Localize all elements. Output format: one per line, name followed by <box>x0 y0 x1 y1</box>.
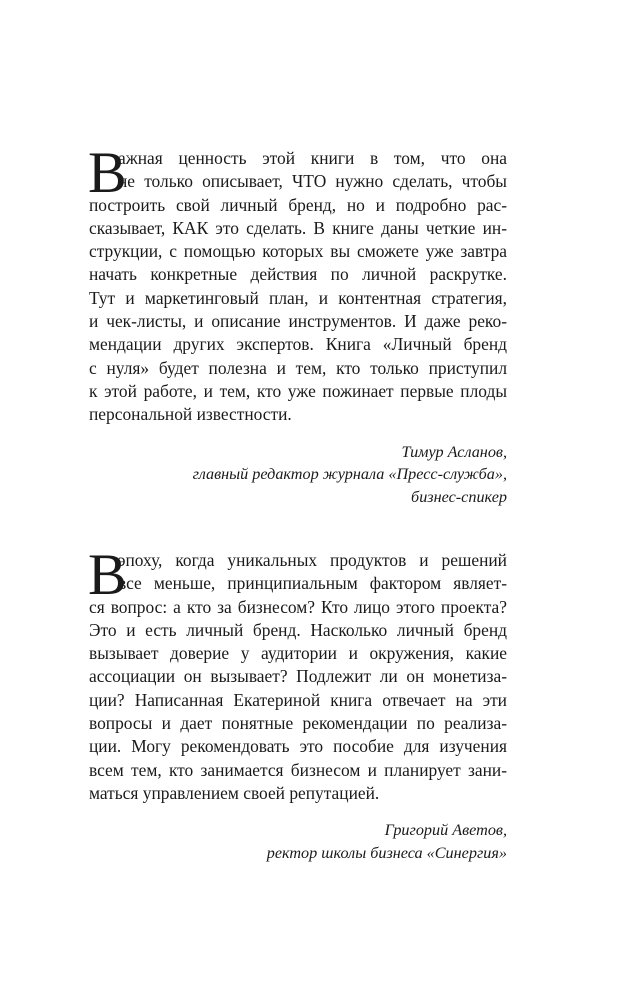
text-line: ассоциации он вызывает? Подлежит ли он монетиза- <box>89 666 507 687</box>
text-line: вопросы и дает понятные рекомендации по реализа- <box>89 713 507 734</box>
drop-cap: В <box>88 140 127 205</box>
text-line: маться управлением своей репутацией. <box>89 782 380 803</box>
author-name: Григорий Аветов, <box>384 821 507 840</box>
text-line: начать конкретные действия по личной раскрутке. <box>89 264 507 285</box>
text-line: эпоху, когда уникальных продуктов и решений <box>118 550 507 570</box>
author-name: Тимур Асланов, <box>401 442 507 461</box>
text-line: ции? Написанная Екатериной книга отвечает на эти <box>89 689 507 710</box>
text-line: Тут и маркетинговый план, и контентная стратегия, <box>89 287 507 308</box>
text-line: мендации других экспертов. Книга «Личный бренд <box>89 334 507 355</box>
review-2-attribution <box>89 819 507 864</box>
text-line: ажная ценность этой книги в том, что она <box>118 148 507 168</box>
text-line: струкции, с помощью которых вы сможете уже завтра <box>89 241 507 262</box>
text-line: к этой работе, и тем, кто уже пожинает первые плоды <box>89 380 507 401</box>
text-line: персональной известности. <box>89 404 292 425</box>
review-1 <box>88 140 507 508</box>
text-line: не только описывает, ЧТО нужно сделать, чтобы <box>118 171 507 192</box>
text-line: всем тем, кто занимается бизнесом и планирует зани- <box>89 759 507 780</box>
text-line: с нуля» будет полезна и тем, кто только приступил <box>89 357 507 378</box>
review-1-attribution <box>89 441 507 509</box>
text-line: и чек-листы, и описание инструментов. И даже реко- <box>89 311 507 332</box>
review-2 <box>88 542 507 864</box>
author-role: ректор школы бизнеса «Синергия» <box>266 843 507 862</box>
author-role: бизнес-спикер <box>411 487 507 506</box>
text-line: Это и есть личный бренд. Насколько личный бренд <box>89 619 507 640</box>
text-line: сказывает, КАК это сделать. В книге даны четкие ин- <box>89 217 507 238</box>
text-line: вызывает доверие у аудитории и окружения, какие <box>89 643 507 664</box>
drop-cap: В <box>88 542 127 607</box>
text-line: ции. Могу рекомендовать это пособие для изучения <box>89 736 507 757</box>
author-role: главный редактор журнала «Пресс-служба», <box>192 465 507 484</box>
text-line: построить свой личный бренд, но и подробно рас- <box>89 194 507 215</box>
text-line: ся вопрос: а кто за бизнесом? Кто лицо этого проекта? <box>89 596 507 617</box>
text-line: все меньше, принципиальным фактором являет- <box>118 573 507 594</box>
